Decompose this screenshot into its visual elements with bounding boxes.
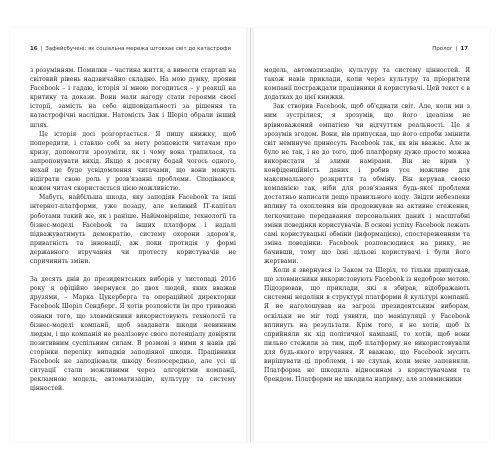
right-page-header — [432, 46, 468, 52]
left-page — [10, 28, 251, 442]
right-page — [250, 28, 490, 442]
left-page-header — [30, 46, 231, 52]
left-page-number: 16 — [30, 46, 38, 52]
paragraph: модель, автоматизацію, культуру та систему цінностей. Я також навів приклади, коли через культуру та пріоритети компанії постраждали працівники й користувачі. Цей текст є в додатках до цієї книжки. — [264, 67, 470, 102]
paragraph: Мабуть, найбільша шкода, яку заподіяв Facebook та інші інтернет-платформи, уже позаду, але великий ІТ-капітал роботами такий же, як і раніше. Найімовірніше, технології та бізнес-моделі Facebook та інших платформ і надалі підважуватимуть демократію, систему охорони здоров'я, приватність та інновації, аж поки протидія у формі державного втручання чи протесту користувачів не спричинить зміни. — [30, 194, 236, 265]
paragraph: Коли я звернувся із Заком та Шеріл, то тільки припускав, що зловмисники використовують Facebook із недоброю метою. Підозрював, що приклади, які я збирав, відображають системні недоліки в структурі платформи й культурі компанії. Я не наголошував на загрозі президентським виборам, оскільки не міг тоді уявити, що маніпуляції у Facebook вплинуть на результати. Крім того, я не хотів, щоб їх сприйняли як хід політичної кампанії, то хотів, щоб вони пильно стежили за тим, щоб платформу не використовували для будь-якого втручання. Я вважаю, що Facebook мусить вирішувати ці проблеми, і не слухав, коли мене запевняли. Платформа не шкодила відносинам з користувачами та брендом. Платформи не шкодила напряму, але зловмисники — [264, 267, 470, 384]
left-running-title: Зафейсбучені: як соціальна мережа штовхає світ до катастрофи — [45, 46, 232, 52]
left-page-body — [30, 66, 236, 393]
paragraph: За десять днів до президентських виборів у листопаді 2016 року я офіційно звернувся до двох людей, яких вважав друзями, – Марка Цукерберга та операційної директорки Facebook Шеріл Сендберг. Я хотів розповісти їм про тривожні ознаки того, що зловмисники використовують технології та бізнес-моделі компанії, щоб завдавати шкоди невинним людям, і що компанія не реалізовує свого потенціалу довіряти позитивним суспільним силам. В розмові з ними я навів дві сторінки переліку випадків заподіяної шкоди. Працівники Facebook не заподіювали шкоду безпосередньо, але усі ці ситуації стали можливими через алгоритми компанії, рекламною модель, автоматизацію, культуру та систему цінностей. — [30, 276, 236, 393]
right-running-title: Пролог — [432, 46, 453, 52]
header-separator: | — [40, 46, 43, 52]
paragraph: Це історія досі розгортається. Я пишу книжку, щоб попередити, і ставлю собі за мету розповісти читачам про кризу, допомогти зрозуміти, як і чому вона трапилася, та запропонувати вихід. Якщо я досягну бодай чогось одного, нехай це буде усвідомлення читачами, що вони можуть відіграти свою роль у розв'язанні проблеми. Сподіваюся, кожен читач скористається цією можливістю. — [30, 130, 236, 193]
book-spread — [10, 28, 490, 442]
right-page-number: 17 — [460, 46, 468, 52]
right-page-body — [264, 66, 470, 384]
section-break — [30, 266, 236, 275]
header-separator: | — [455, 46, 458, 52]
paragraph: з розумінням. Помилки – частина життя, а вивести стартап на світовий рівень надзвичайно складно. На мою думку, прояви Facebook – і гадаю, історія зі мною погодиться – у реакції на критику та докази. Вони мали нагоду стати героями своєї історії, замість на себе відповідальності за рішення та катастрофічні наслідки. Натомість Зак і Шеріл обрали інший шлях. — [30, 67, 236, 129]
paragraph: Зак створив Facebook, щоб об'єднати світ. Але, коли ми з ним зустрілися, я зрозумів, що його ідеалізм не врівноважений емпатією чи відчуттям реальності. Це я зрозумів згодом. Вони, вів припускав, що його спроби змінити світ неминуче принесуть Facebook так, як він вважає. Але ж було не так, і не до того, щоб платформу дуже просто можна використати зі злими намірами. Він не вірив у конфіденційність даних і робив усе можливе для максимального розкриття та обміну. Він керував своєю компанією так, ніби для розв'язання будь-якої проблеми достатньо написати дещо правильного коду. Звідти небезпеки впливу та охоплення він продовжував на активне стеження, легкочитане передавання персональних даних і масштабні зміни поведінки користувачів. В основі успіху Facebook лежать самі користувацькі обміни (інформацією), спостереженням та зміна поведінки. Facebook розповсюдився на ринку, не бачивши, тому що їхні цільові користувачі і були його жертвами. — [264, 103, 470, 265]
